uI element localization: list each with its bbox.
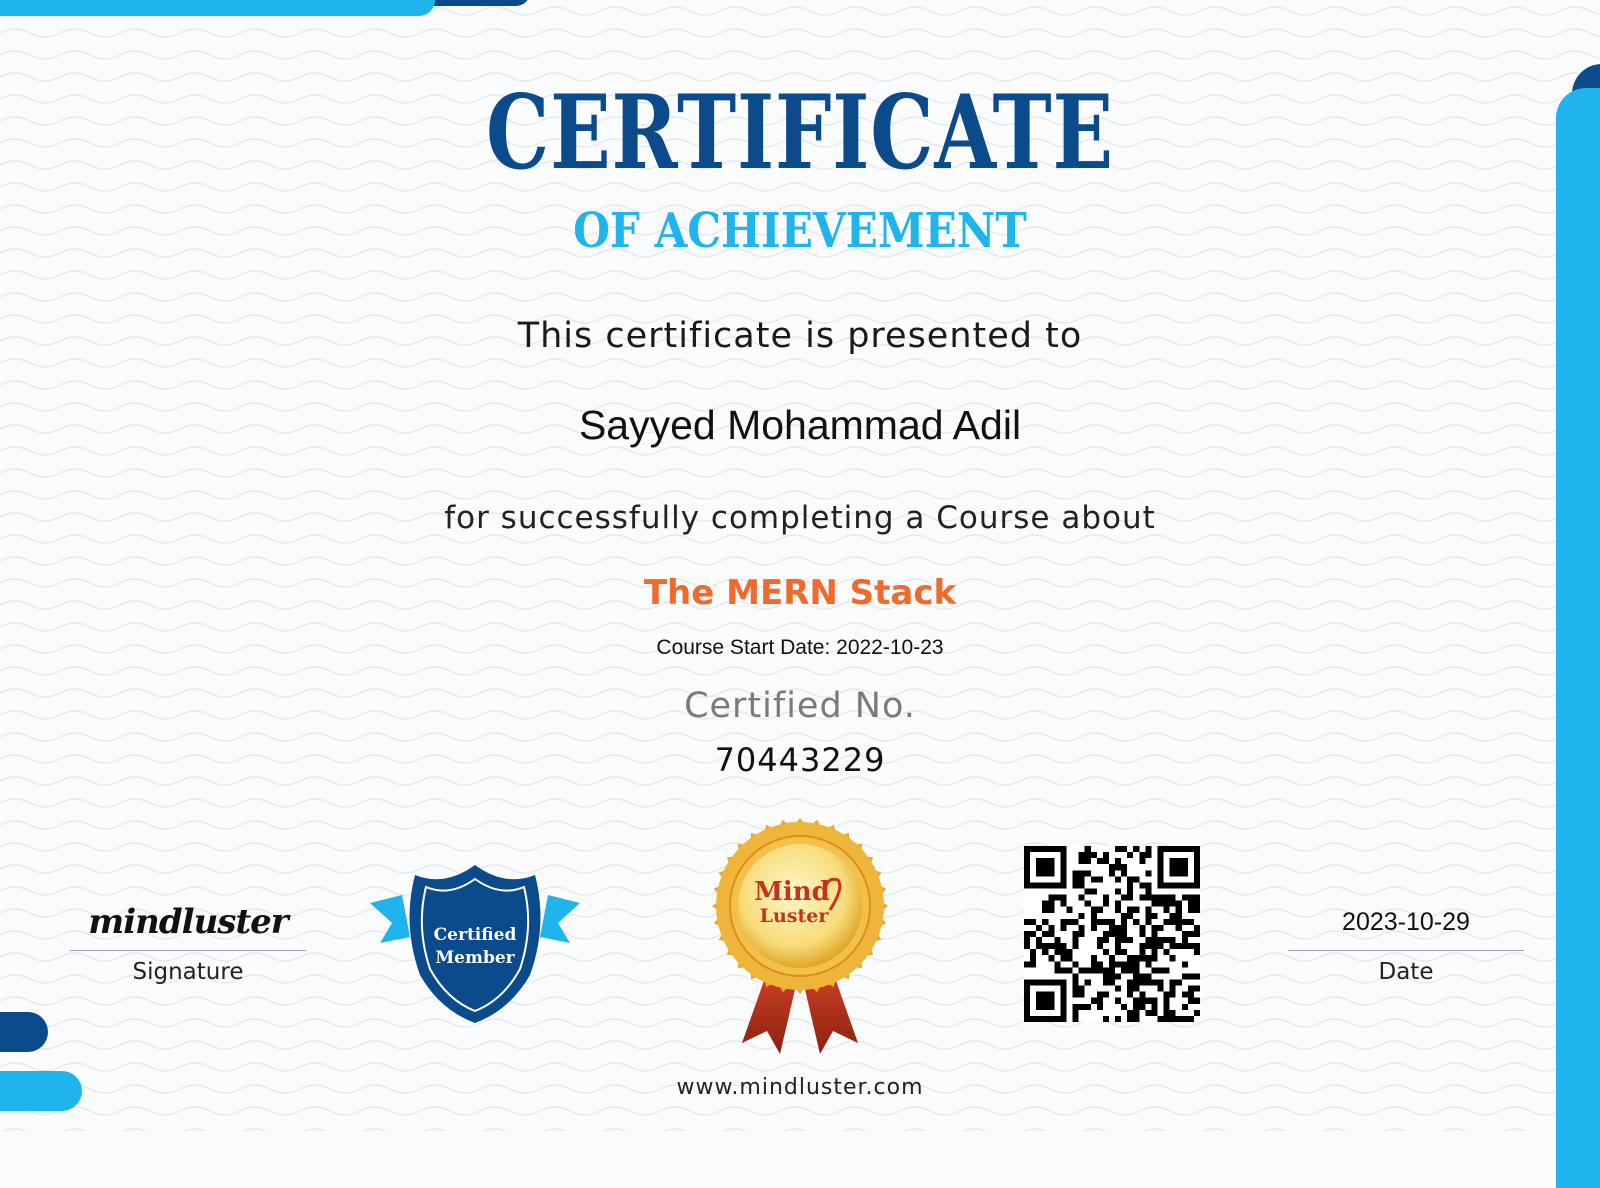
left-dark-pill [0,1012,48,1052]
certificate-subtitle: OF ACHIEVEMENT [573,203,1027,259]
course-name: The MERN Stack [643,573,957,613]
seal-line2: Luster [759,905,829,927]
date-block [1288,898,1524,985]
qr-code-icon [1024,846,1200,1022]
top-light-bar [0,0,435,16]
certified-number-label: Certified No. [684,686,916,726]
signature-line [70,950,306,951]
signature-script: mindluster [88,902,288,942]
date-label: Date [1378,959,1434,985]
badge-line1: Certified [433,925,517,945]
top-dark-bar [420,0,530,6]
certified-member-shield-icon [370,865,580,1025]
certificate-title: CERTIFICATE [486,73,1114,193]
seal-line1: Mind [754,877,830,907]
date-line [1288,950,1524,951]
completion-text: for successfully completing a Course about [444,500,1156,536]
signature-block [70,898,306,985]
mindluster-seal-icon [712,818,888,1058]
signature-label: Signature [132,959,244,985]
course-start-date: Course Start Date: 2022-10-23 [656,636,944,659]
website-link[interactable]: www.mindluster.com [676,1075,924,1100]
certified-number: 70443229 [714,741,886,779]
badge-line2: Member [435,948,515,968]
date-value: 2023-10-29 [1342,908,1470,936]
recipient-name: Sayyed Mohammad Adil [578,402,1022,448]
presented-text: This certificate is presented to [517,316,1083,356]
